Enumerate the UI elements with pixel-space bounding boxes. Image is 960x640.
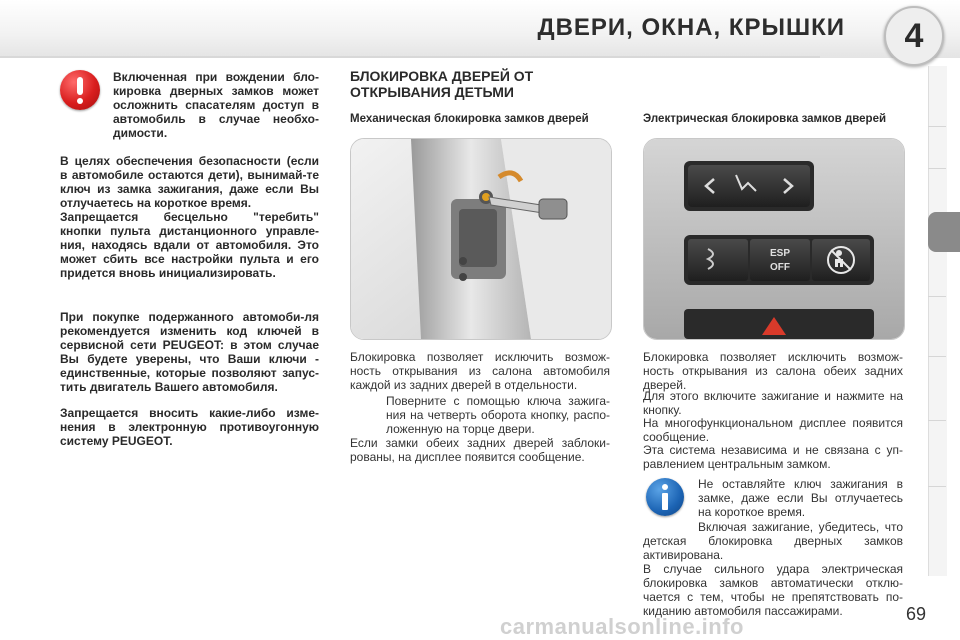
side-tab-strip	[928, 66, 947, 576]
info-paragraph-1: Не оставляйте ключ зажигания в замке, даже если Вы отлучаетесь на короткое время.	[698, 477, 903, 519]
electric-lock-subtitle: Электрическая блокировка замков дверей	[643, 113, 887, 125]
info-paragraph-3: В случае сильного удара электрическая блокировка замков автоматически отклю-чается с тем, чтобы не препятствовать по-киданию автомобиля пассажирами.	[643, 562, 903, 618]
left-paragraph-4: Запрещается вносить какие-либо изме-нения в электронную противоугонную систему PEUGEOT.	[60, 406, 319, 448]
info-paragraph-2: Включая зажигание, убедитесь, что детская блокировка дверных замков активирована.	[643, 520, 903, 562]
header-rule	[0, 56, 820, 58]
side-tab-active[interactable]	[928, 212, 960, 252]
page-number: 69	[906, 604, 927, 624]
side-tab-divider	[928, 296, 946, 297]
door-lock-photo	[350, 138, 612, 340]
section-title-line-1: БЛОКИРОВКА ДВЕРЕЙ ОТ	[350, 68, 534, 84]
side-tab-divider	[928, 486, 946, 487]
side-tab-divider	[928, 356, 946, 357]
left-paragraph-3: При покупке подержанного автомоби-ля рекомендуется изменить код ключей в сервисной сети PEUGEOT: в этом случае Вы будете уверены, что Ваши ключи - единственные, которые позволяют запус-тить двигатель Вашего автомобиля.	[60, 310, 319, 394]
left-paragraph-1: В целях обеспечения безопасности (если в автомобиле остаются дети), вынимай-те ключ из замка зажигания, даже если Вы отлучаетесь на короткое время.	[60, 154, 319, 210]
esp-label: ESP	[769, 248, 791, 259]
electric-paragraph-4: Эта система независима и не связана с уп-равлением центральным замком.	[643, 443, 903, 471]
chapter-badge	[884, 6, 944, 66]
off-label: OFF	[770, 262, 790, 273]
mechanical-paragraph-2: Если замки обеих задних дверей заблоки-рованы, на дисплее появится сообщение.	[350, 436, 610, 464]
section-title-line-2: ОТКРЫВАНИЯ ДЕТЬМИ	[350, 84, 514, 100]
mechanical-paragraph-1: Блокировка позволяет исключить возмож-ность открывания из салона автомобиля каждой из задних дверей в отдельности.	[350, 350, 610, 392]
mechanical-bullet: Поверните с помощью ключа зажига-ния на четверть оборота кнопку, распо-ложенную на торце двери.	[386, 394, 610, 436]
electric-paragraph-1: Блокировка позволяет исключить возмож-ность открывания из салона обеих задних дверей.	[643, 350, 903, 392]
electric-paragraph-2: Для этого включите зажигание и нажмите на кнопку.	[643, 389, 903, 417]
dashboard-buttons-illustration	[644, 139, 904, 339]
info-icon	[646, 478, 684, 516]
chapter-number: 4	[904, 16, 924, 55]
dashboard-buttons-photo	[643, 138, 905, 340]
side-tab-divider	[928, 126, 946, 127]
watermark: carmanualsonline.info	[500, 614, 744, 639]
chapter-title: ДВЕРИ, ОКНА, КРЫШКИ	[537, 14, 845, 41]
electric-paragraph-3: На многофункциональном дисплее появится сообщение.	[643, 416, 903, 444]
door-lock-illustration	[351, 139, 611, 339]
mechanical-lock-subtitle: Механическая блокировка замков дверей	[350, 113, 589, 125]
left-paragraph-2: Запрещается бесцельно "теребить" кнопки пульта дистанционного управле-ния, находясь вдали от автомобиля. Это может сбить все настройки пульта и его придется вновь инициализировать.	[60, 210, 319, 280]
warning-icon	[60, 70, 100, 110]
warning-paragraph: Включенная при вождении бло-кировка дверных замков может осложнить спасателям доступ в автомобиль в случае необхо-димости.	[113, 70, 319, 140]
side-tab-divider	[928, 420, 946, 421]
side-tab-divider	[928, 168, 946, 169]
